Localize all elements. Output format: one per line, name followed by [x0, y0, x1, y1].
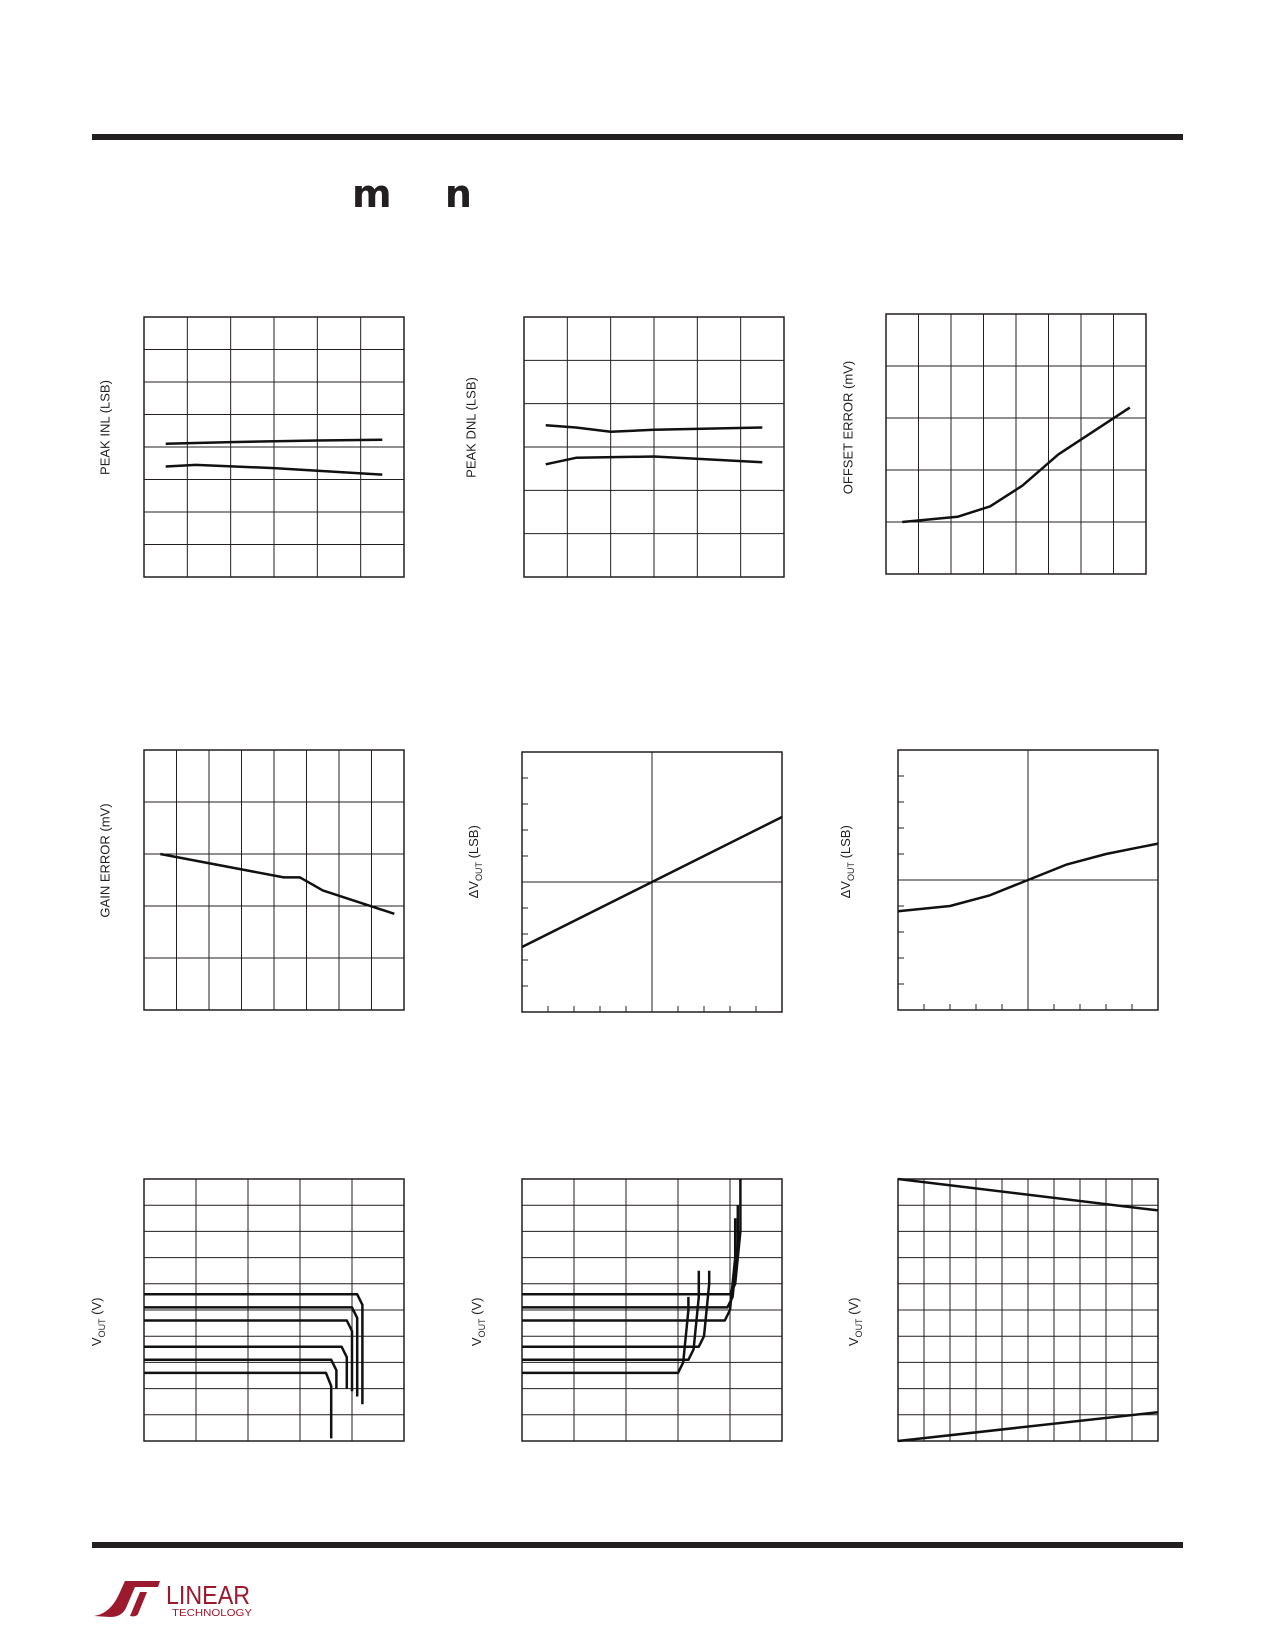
- chart-4-gain-error: [142, 748, 414, 1020]
- series-line-1: [144, 1294, 362, 1404]
- chart-6-delta-vout: [896, 748, 1168, 1020]
- chart-5-ylabel-sub: OUT: [473, 862, 484, 882]
- chart-7-ylabel-prefix: V: [89, 1337, 105, 1347]
- chart-9-ylabel-sub: OUT: [853, 1318, 864, 1338]
- series-line-1: [522, 1179, 740, 1294]
- series-line-1: [160, 854, 394, 914]
- chart-1-ylabel: PEAK INL (LSB): [97, 380, 113, 475]
- series-line-3: [522, 1218, 735, 1320]
- chart-7-vout-sink-source: [142, 1177, 414, 1451]
- chart-6-ylabel-prefix: ΔV: [838, 881, 854, 899]
- chart-7-ylabel-suffix: (V): [89, 1297, 105, 1319]
- series-line-6: [144, 1373, 331, 1439]
- chart-7-ylabel: [89, 1262, 107, 1382]
- chart-3-offset-error: [884, 312, 1156, 584]
- series-line-4: [144, 1347, 347, 1389]
- chart-8-ylabel: [469, 1262, 487, 1382]
- bottom-rule: [92, 1542, 1183, 1548]
- chart-4-ylabel: GAIN ERROR (mV): [97, 803, 113, 918]
- chart-8-ylabel-prefix: V: [469, 1337, 485, 1347]
- chart-6-ylabel-sub: OUT: [845, 862, 856, 882]
- chart-5-delta-vout: [520, 750, 792, 1022]
- series-line-4: [522, 1271, 709, 1347]
- chart-5-ylabel: [466, 792, 484, 932]
- chart-5-ylabel-suffix: (LSB): [466, 825, 482, 863]
- brand-sub: TECHNOLOGY: [172, 1608, 253, 1619]
- chart-9-ylabel: [846, 1262, 864, 1382]
- series-line-5: [144, 1360, 336, 1389]
- section-heading-glyphs: m n: [352, 172, 492, 216]
- chart-9-vout: [896, 1177, 1168, 1451]
- chart-8-ylabel-sub: OUT: [476, 1318, 487, 1338]
- chart-8-ylabel-suffix: (V): [469, 1297, 485, 1319]
- chart-2-ylabel: PEAK DNL (LSB): [463, 377, 479, 478]
- chart-3-ylabel: OFFSET ERROR (mV): [840, 360, 856, 495]
- top-rule: [92, 134, 1183, 140]
- lt-logo-mark: [94, 1581, 160, 1617]
- linear-technology-logo: [92, 1576, 272, 1620]
- chart-9-ylabel-suffix: (V): [846, 1297, 862, 1319]
- chart-6-ylabel-suffix: (LSB): [838, 825, 854, 863]
- chart-9-ylabel-prefix: V: [846, 1337, 862, 1347]
- chart-7-ylabel-sub: OUT: [96, 1318, 107, 1338]
- chart-1-peak-inl: [142, 315, 414, 587]
- chart-6-ylabel: [838, 792, 856, 932]
- series-line-2: [522, 1205, 738, 1307]
- chart-5-ylabel-prefix: ΔV: [466, 881, 482, 899]
- chart-8-vout-sink-source: [520, 1177, 792, 1451]
- brand-name: LINEAR: [166, 1580, 250, 1610]
- chart-2-peak-dnl: [522, 315, 794, 587]
